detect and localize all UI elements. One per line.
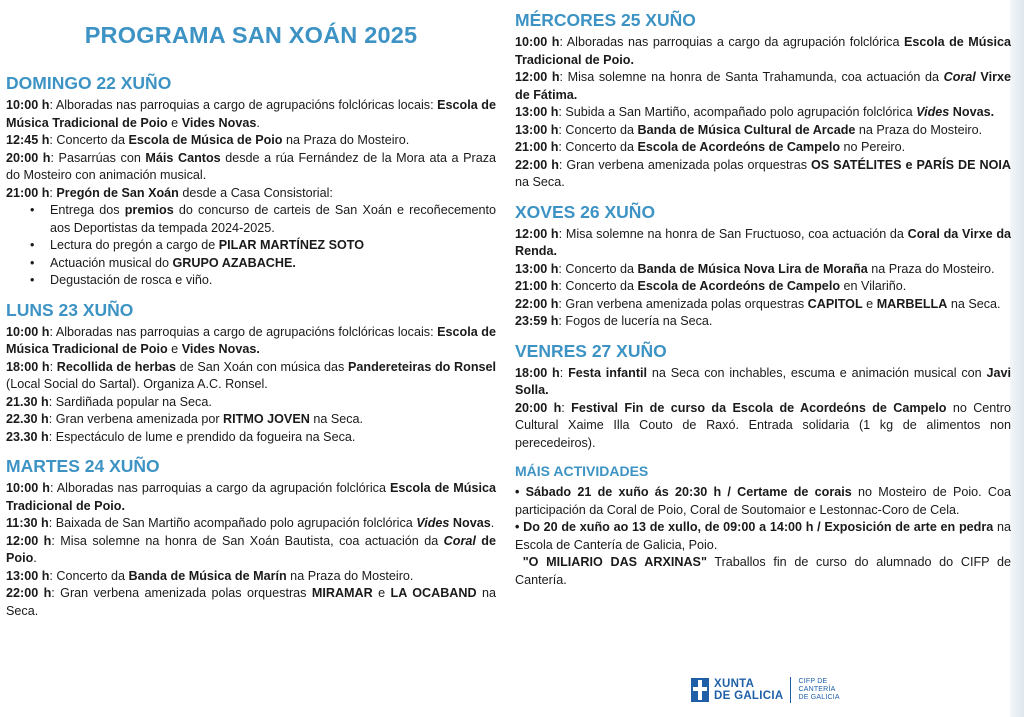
entry-time: 22.30 h	[6, 412, 49, 426]
day-heading: MARTES 24 XUÑO	[6, 456, 160, 476]
entry-description: : Gran verbena amenizada polas orquestras OS SATÉLITES e PARÍS DE NOIA na Seca.	[515, 157, 1011, 189]
entry-description: : Recollida de herbas de San Xoán con música das Pandereteiras do Ronsel (Local Social do Sartal). Organiza A.C. Ronsel.	[6, 359, 497, 391]
schedule-entry	[515, 34, 1011, 69]
schedule-entry	[515, 122, 1011, 140]
entry-description: : Concerto da Escola de Acordeóns de Campelo no Pereiro.	[558, 140, 906, 154]
schedule-entry	[6, 185, 496, 203]
right-column	[515, 0, 1011, 599]
activity-item: • Sábado 21 de xuño ás 20:30 h / Certame de corais no Mosteiro de Poio. Coa participación da Coral de Poio, Coral de Soutomaior e Lestonnac-Coro de Cela.	[515, 485, 1011, 517]
entry-description: : Espectáculo de lume e prendido da fogueira na Seca.	[48, 429, 356, 444]
schedule-entry	[515, 365, 1011, 400]
bullet-item: • Entrega dos premios do concurso de carteis de San Xoán e recoñecemento aos Deportistas da tempada 2024-2025.	[36, 202, 496, 237]
schedule-entry	[515, 313, 1011, 331]
bullet-list	[6, 202, 496, 290]
day-section	[6, 73, 496, 290]
entry-time: 13:00 h	[515, 261, 559, 276]
entry-time: 13:00 h	[515, 122, 559, 137]
entry-description: : Misa solemne na honra de San Fructuoso, coa actuación da Coral da Virxe da Renda.	[515, 226, 1012, 258]
bullet-item: • Actuación musical do GRUPO AZABACHE.	[36, 255, 496, 273]
entry-description: : Alboradas nas parroquias a cargo da agrupación folclórica Escola de Música Tradicional de Poio.	[6, 481, 497, 513]
day-heading: XOVES 26 XUÑO	[515, 201, 656, 222]
day-section	[515, 341, 1011, 453]
entry-time: 22:00 h	[515, 157, 559, 172]
entry-description: : Alboradas nas parroquias a cargo de agrupacións folclóricas locais: Escola de Música Tradicional de Poio e Vides Novas.	[6, 98, 496, 130]
entry-time: 13:00 h	[6, 568, 50, 583]
xunta-cross-icon	[691, 678, 709, 702]
entry-time: 10:00 h	[6, 98, 50, 112]
entry-time: 12:00 h	[515, 226, 559, 241]
schedule-entry	[6, 568, 496, 586]
entry-time: 13:00 h	[515, 105, 559, 119]
entry-time: 18:00 h	[515, 365, 560, 380]
entry-description: : Gran verbena amenizada por RITMO JOVEN na Seca.	[48, 412, 364, 426]
entry-time: 21.30 h	[6, 394, 49, 409]
entry-description: : Pasarrúas con Máis Cantos desde a rúa Fernández de la Mora ata a Praza do Mosteiro con animación musical.	[6, 150, 496, 182]
entry-description: : Fogos de lucería na Seca.	[558, 314, 713, 328]
schedule-entry	[6, 150, 496, 185]
schedule-entry	[6, 359, 496, 394]
entry-time: 11:30 h	[6, 516, 49, 530]
logo-divider	[790, 677, 791, 703]
page-edge	[1010, 0, 1024, 717]
schedule-entry	[6, 132, 496, 150]
bullet-item: • Degustación de rosca e viño.	[36, 272, 496, 290]
schedule-entry	[515, 157, 1011, 192]
day-section	[515, 10, 1011, 192]
entry-description: : Festa infantil na Seca con inchables, escuma e animación musical con Javi Solla.	[515, 365, 1012, 397]
schedule-entry	[515, 296, 1011, 314]
activities-list	[515, 484, 1011, 589]
right-sections	[515, 10, 1011, 452]
schedule-entry	[6, 533, 496, 568]
schedule-entry	[515, 261, 1011, 279]
entry-description: : Gran verbena amenizada polas orquestras MIRAMAR e LA OCABAND na Seca.	[6, 586, 496, 618]
entry-description: : Concerto da Escola de Música de Poio na Praza do Mosteiro.	[49, 133, 410, 147]
schedule-entry	[6, 585, 496, 620]
schedule-entry	[515, 226, 1011, 261]
day-section	[6, 456, 496, 620]
schedule-entry	[6, 515, 496, 533]
entry-description: : Concerto da Banda de Música Nova Lira de Moraña na Praza do Mosteiro.	[558, 261, 995, 276]
entry-time: 21:00 h	[515, 140, 559, 154]
entry-description: : Baixada de San Martiño acompañado polo agrupación folclórica Vides Novas.	[48, 516, 495, 530]
schedule-entry	[515, 139, 1011, 157]
entry-time: 10:00 h	[6, 481, 50, 495]
day-section	[6, 300, 496, 447]
schedule-entry	[515, 400, 1011, 453]
entry-time: 18:00 h	[6, 359, 50, 374]
entry-time: 21:00 h	[515, 279, 559, 293]
entry-description: : Concerto da Escola de Acordeóns de Campelo en Vilariño.	[558, 279, 907, 293]
entry-time: 12:00 h	[515, 70, 560, 84]
schedule-entry	[6, 411, 496, 429]
logo-subtitle: CIFP DE CANTERÍA DE GALICIA	[798, 678, 840, 701]
entry-time: 23.30 h	[6, 429, 49, 444]
schedule-entry	[515, 278, 1011, 296]
entry-time: 10:00 h	[515, 35, 560, 49]
logo-wordmark: XUNTA DE GALICIA	[714, 678, 784, 702]
bullet-item: • Lectura do pregón a cargo de PILAR MARTÍNEZ SOTO	[36, 237, 496, 255]
entry-time: 20:00 h	[515, 400, 562, 415]
activity-item: • Do 20 de xuño ao 13 de xullo, de 09:00 a 14:00 h / Exposición de arte en pedra na Escola de Cantería de Galicia, Poio.	[515, 520, 1011, 552]
entry-time: 12:00 h	[6, 533, 52, 548]
schedule-entry	[6, 324, 496, 359]
schedule-entry	[6, 394, 496, 412]
entry-description: : Alboradas nas parroquias a cargo de agrupacións folclóricas locais: Escola de Música Tradicional de Poio e Vides Novas.	[6, 324, 496, 356]
activities-title: MÁIS ACTIVIDADES	[515, 463, 649, 479]
schedule-entry	[6, 97, 496, 132]
page-title: PROGRAMA SAN XOÁN 2025	[84, 22, 418, 48]
day-section	[515, 202, 1011, 331]
day-heading: DOMINGO 22 XUÑO	[6, 73, 172, 93]
entry-description: : Misa solemne na honra de San Xoán Bautista, coa actuación da Coral de Poio.	[6, 533, 497, 565]
entry-time: 10:00 h	[6, 324, 50, 339]
schedule-entry	[6, 429, 496, 447]
entry-time: 22:00 h	[515, 296, 559, 311]
xunta-logo	[691, 673, 851, 707]
schedule-entry	[515, 104, 1011, 122]
entry-time: 23:59 h	[515, 314, 559, 328]
entry-description: : Alboradas nas parroquias a cargo da agrupación folclórica Escola de Música Tradicional de Poio.	[515, 35, 1012, 67]
day-heading: LUNS 23 XUÑO	[6, 299, 134, 320]
day-heading: VENRES 27 XUÑO	[515, 340, 667, 361]
schedule-entry	[6, 480, 496, 515]
entry-description: : Sardiñada popular na Seca.	[48, 394, 212, 409]
entry-description: : Festival Fin de curso da Escola de Acordeóns de Campelo no Centro Cultural Xaime Illa Couto de Raxó. Entrada solidaria (1 kg de alimentos non perecedeiros).	[515, 400, 1011, 450]
entry-description: : Misa solemne na honra de Santa Trahamunda, coa actuación da Coral Virxe de Fátima.	[515, 70, 1011, 102]
entry-description: : Concerto da Banda de Música de Marín na Praza do Mosteiro.	[49, 568, 414, 583]
left-sections	[6, 73, 496, 620]
activity-item: "O MILIARIO DAS ARXINAS" Traballos fin de curso do alumnado do CIFP de Cantería.	[515, 555, 1012, 587]
entry-time: 20:00 h	[6, 150, 51, 165]
activities-section	[515, 462, 1011, 589]
entry-description: : Subida a San Martiño, acompañado polo agrupación folclórica Vides Novas.	[558, 105, 995, 119]
day-heading: MÉRCORES 25 XUÑO	[515, 10, 696, 30]
schedule-entry	[515, 69, 1011, 104]
entry-time: 22:00 h	[6, 586, 52, 600]
left-column	[6, 0, 496, 630]
entry-description: : Gran verbena amenizada polas orquestras CAPITOL e MARBELLA na Seca.	[558, 296, 1001, 311]
entry-time: 21:00 h	[6, 185, 50, 200]
entry-description: : Concerto da Banda de Música Cultural de Arcade na Praza do Mosteiro.	[558, 122, 983, 137]
entry-description: : Pregón de San Xoán desde a Casa Consistorial:	[49, 185, 333, 200]
entry-time: 12:45 h	[6, 133, 50, 147]
